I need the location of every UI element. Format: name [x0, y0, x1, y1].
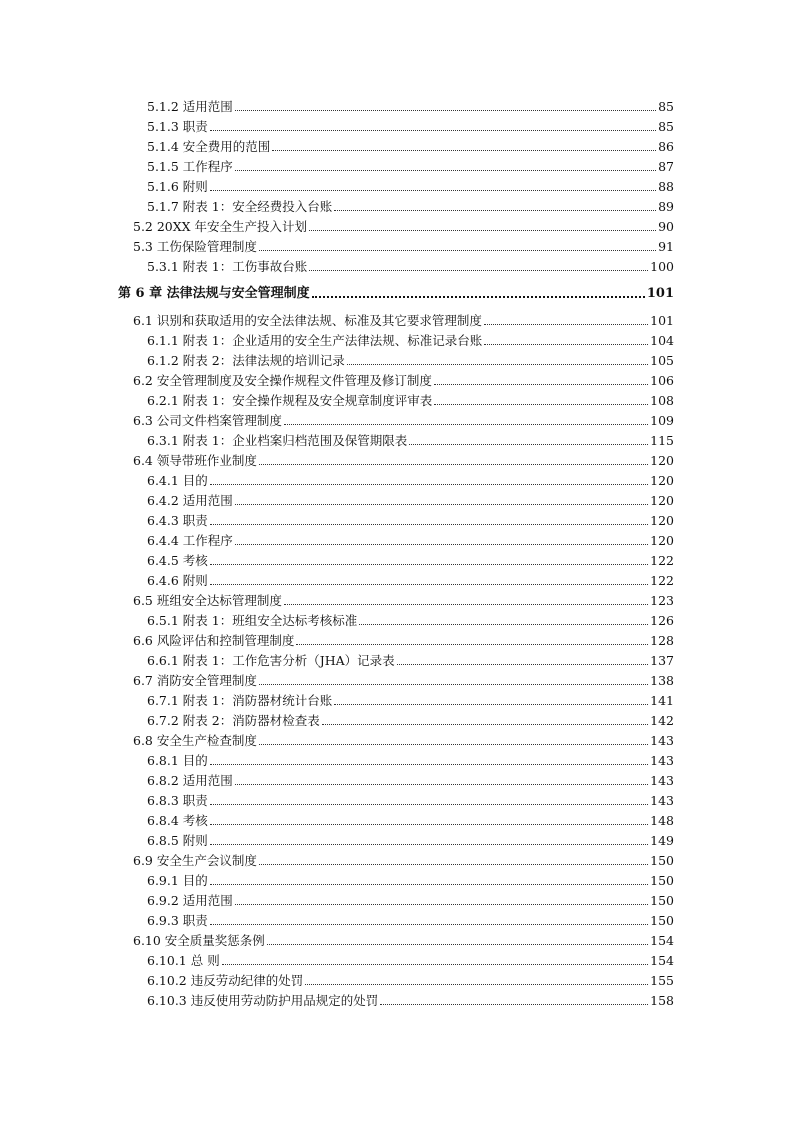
- toc-entry-title: 6.10 安全质量奖惩条例: [133, 933, 265, 948]
- dot-leader: [347, 363, 648, 365]
- toc-entry-title: 6.10.1 总 则: [147, 953, 220, 968]
- dot-leader: [259, 249, 656, 251]
- toc-entry-title: 6.6 风险评估和控制管理制度: [133, 633, 295, 648]
- toc-entry-title: 6.3 公司文件档案管理制度: [133, 413, 282, 428]
- toc-entry-title: 5.1.2 适用范围: [147, 99, 233, 114]
- toc-entry-page-number: 101: [650, 313, 674, 328]
- dot-leader: [259, 463, 648, 465]
- dot-leader: [334, 209, 656, 211]
- toc-entry-title: 6.7 消防安全管理制度: [133, 673, 257, 688]
- toc-entry-title: 6.4.2 适用范围: [147, 493, 233, 508]
- toc-entry[interactable]: [147, 95, 674, 115]
- toc-entry-title: 6.8.5 附则: [147, 833, 208, 848]
- dot-leader: [210, 883, 648, 885]
- toc-entry[interactable]: [147, 649, 674, 669]
- toc-entry[interactable]: [147, 529, 674, 549]
- toc-entry[interactable]: [133, 589, 674, 609]
- toc-entry[interactable]: [147, 135, 674, 155]
- dot-leader: [434, 403, 648, 405]
- dot-leader: [296, 643, 648, 645]
- toc-entry-title: 6.1.1 附表 1：企业适用的安全生产法律法规、标准记录台账: [147, 333, 483, 348]
- toc-entry-page-number: 91: [658, 239, 674, 254]
- toc-entry-page-number: 149: [650, 833, 674, 848]
- toc-entry[interactable]: [147, 829, 674, 849]
- dot-leader: [222, 963, 648, 965]
- dot-leader: [322, 723, 648, 725]
- toc-entry-title: 5.1.6 附则: [147, 179, 208, 194]
- dot-leader: [259, 743, 648, 745]
- toc-entry-page-number: 154: [650, 933, 674, 948]
- toc-entry-page-number: 108: [650, 393, 674, 408]
- dot-leader: [259, 863, 648, 865]
- toc-entry[interactable]: [133, 729, 674, 749]
- toc-entry-title: 6.9.3 职责: [147, 913, 208, 928]
- toc-entry-page-number: 120: [650, 493, 674, 508]
- toc-entry-title: 6.8.4 考核: [147, 813, 208, 828]
- toc-entry-page-number: 126: [650, 613, 674, 628]
- toc-entry-page-number: 137: [650, 653, 674, 668]
- toc-entry[interactable]: [147, 509, 674, 529]
- toc-entry[interactable]: [147, 255, 674, 275]
- toc-entry[interactable]: [147, 969, 674, 989]
- toc-entry-title: 5.1.5 工作程序: [147, 159, 233, 174]
- toc-entry-page-number: 148: [650, 813, 674, 828]
- toc-entry-page-number: 141: [650, 693, 674, 708]
- dot-leader: [210, 763, 648, 765]
- toc-entry-title: 5.1.3 职责: [147, 119, 208, 134]
- toc-entry[interactable]: [147, 549, 674, 569]
- toc-entry-title: 6.2.1 附表 1：安全操作规程及安全规章制度评审表: [147, 393, 433, 408]
- toc-entry[interactable]: [133, 369, 674, 389]
- toc-entry-title: 6.5 班组安全达标管理制度: [133, 593, 282, 608]
- dot-leader: [235, 503, 648, 505]
- toc-entry-page-number: 122: [650, 553, 674, 568]
- toc-entry-page-number: 120: [650, 473, 674, 488]
- toc-entry[interactable]: [147, 889, 674, 909]
- dot-leader: [380, 1003, 648, 1005]
- toc-entry-title: 6.3.1 附表 1：企业档案归档范围及保管期限表: [147, 433, 408, 448]
- toc-entry-page-number: 150: [650, 913, 674, 928]
- toc-entry-title: 5.3.1 附表 1：工伤事故台账: [147, 259, 308, 274]
- toc-entry[interactable]: [147, 689, 674, 709]
- toc-entry-page-number: 88: [658, 179, 674, 194]
- dot-leader: [309, 269, 648, 271]
- toc-entry[interactable]: [147, 469, 674, 489]
- toc-entry[interactable]: [147, 749, 674, 769]
- toc-chapter-entry[interactable]: [118, 282, 674, 302]
- dot-leader: [210, 129, 656, 131]
- toc-entry-title: 6.8 安全生产检查制度: [133, 733, 257, 748]
- dot-leader: [210, 803, 648, 805]
- toc-entry[interactable]: [133, 409, 674, 429]
- toc-entry-title: 第 6 章 法律法规与安全管理制度: [118, 286, 310, 301]
- toc-entry-title: 6.4.1 目的: [147, 473, 208, 488]
- toc-entry[interactable]: [147, 429, 674, 449]
- toc-entry-page-number: 158: [650, 993, 674, 1008]
- toc-entry[interactable]: [147, 769, 674, 789]
- toc-entry-page-number: 100: [650, 259, 674, 274]
- toc-entry-page-number: 123: [650, 593, 674, 608]
- toc-entry-title: 6.4.5 考核: [147, 553, 208, 568]
- toc-entry-page-number: 122: [650, 573, 674, 588]
- toc-entry[interactable]: [147, 809, 674, 829]
- toc-entry-page-number: 143: [650, 773, 674, 788]
- toc-entry[interactable]: [133, 629, 674, 649]
- toc-entry[interactable]: [147, 389, 674, 409]
- toc-entry-page-number: 90: [658, 219, 674, 234]
- toc-entry-page-number: 128: [650, 633, 674, 648]
- toc-entry[interactable]: [133, 849, 674, 869]
- toc-entry-title: 6.8.3 职责: [147, 793, 208, 808]
- toc-entry-page-number: 120: [650, 513, 674, 528]
- toc-entry-page-number: 89: [658, 199, 674, 214]
- dot-leader: [210, 563, 648, 565]
- dot-leader: [210, 523, 648, 525]
- toc-entry[interactable]: [147, 789, 674, 809]
- toc-entry-page-number: 120: [650, 533, 674, 548]
- toc-entry-title: 5.1.7 附表 1：安全经费投入台账: [147, 199, 333, 214]
- toc-entry-page-number: 120: [650, 453, 674, 468]
- toc-entry-title: 6.5.1 附表 1：班组安全达标考核标准: [147, 613, 358, 628]
- toc-entry-page-number: 143: [650, 733, 674, 748]
- toc-entry[interactable]: [133, 215, 674, 235]
- toc-entry[interactable]: [133, 449, 674, 469]
- dot-leader: [284, 423, 648, 425]
- dot-leader: [235, 109, 656, 111]
- toc-entry-page-number: 143: [650, 793, 674, 808]
- toc-entry[interactable]: [133, 235, 674, 255]
- toc-entry[interactable]: [147, 949, 674, 969]
- toc-entry-title: 6.6.1 附表 1：工作危害分析（JHA）记录表: [147, 653, 395, 668]
- dot-leader: [235, 903, 648, 905]
- toc-entry[interactable]: [147, 195, 674, 215]
- dot-leader: [235, 169, 656, 171]
- toc-entry-title: 6.4.3 职责: [147, 513, 208, 528]
- toc-entry-title: 6.4.4 工作程序: [147, 533, 233, 548]
- toc-entry[interactable]: [133, 929, 674, 949]
- toc-entry-title: 6.1 识别和获取适用的安全法律法规、标准及其它要求管理制度: [133, 313, 482, 328]
- dot-leader: [272, 149, 656, 151]
- toc-entry-page-number: 104: [650, 333, 674, 348]
- dot-leader: [334, 703, 648, 705]
- toc-entry-title: 6.9.1 目的: [147, 873, 208, 888]
- dot-leader: [305, 983, 648, 985]
- toc-entry-title: 6.10.2 违反劳动纪律的处罚: [147, 973, 304, 988]
- toc-entry-page-number: 101: [646, 286, 674, 301]
- dot-leader: [359, 623, 648, 625]
- toc-entry-title: 5.3 工伤保险管理制度: [133, 239, 257, 254]
- toc-entry[interactable]: [147, 329, 674, 349]
- dot-leader: [484, 343, 648, 345]
- toc-entry-title: 6.2 安全管理制度及安全操作规程文件管理及修订制度: [133, 373, 432, 388]
- dot-leader: [309, 229, 656, 231]
- toc-entry-title: 6.10.3 违反使用劳动防护用品规定的处罚: [147, 993, 379, 1008]
- toc-entry[interactable]: [147, 155, 674, 175]
- toc-entry-title: 5.2 20XX 年安全生产投入计划: [133, 219, 308, 234]
- toc-entry-page-number: 87: [658, 159, 674, 174]
- toc-entry-page-number: 142: [650, 713, 674, 728]
- dot-leader: [210, 483, 648, 485]
- toc-entry[interactable]: [147, 569, 674, 589]
- toc-entry-page-number: 154: [650, 953, 674, 968]
- toc-entry[interactable]: [133, 309, 674, 329]
- toc-entry-title: 5.1.4 安全费用的范围: [147, 139, 271, 154]
- toc-entry-page-number: 155: [650, 973, 674, 988]
- toc-entry-page-number: 106: [650, 373, 674, 388]
- toc-entry-title: 6.9.2 适用范围: [147, 893, 233, 908]
- dot-leader: [210, 189, 656, 191]
- toc-entry[interactable]: [147, 609, 674, 629]
- dot-leader: [434, 383, 648, 385]
- toc-entry-page-number: 150: [650, 853, 674, 868]
- dot-leader: [235, 783, 648, 785]
- toc-entry-page-number: 143: [650, 753, 674, 768]
- toc-entry-page-number: 85: [658, 119, 674, 134]
- toc-entry[interactable]: [147, 175, 674, 195]
- toc-entry-title: 6.7.1 附表 1：消防器材统计台账: [147, 693, 333, 708]
- toc-entry-page-number: 105: [650, 353, 674, 368]
- toc-entry[interactable]: [147, 709, 674, 729]
- toc-entry-title: 6.1.2 附表 2：法律法规的培训记录: [147, 353, 345, 368]
- toc-entry-page-number: 150: [650, 873, 674, 888]
- toc-entry-page-number: 138: [650, 673, 674, 688]
- toc-entry-page-number: 85: [658, 99, 674, 114]
- dot-leader: [267, 943, 648, 945]
- toc-entry-title: 6.7.2 附表 2：消防器材检查表: [147, 713, 320, 728]
- toc-entry-title: 6.4 领导带班作业制度: [133, 453, 257, 468]
- toc-entry[interactable]: [147, 989, 674, 1009]
- dot-leader: [259, 683, 648, 685]
- toc-entry-title: 6.8.2 适用范围: [147, 773, 233, 788]
- dot-leader: [409, 443, 648, 445]
- toc-entry[interactable]: [147, 349, 674, 369]
- toc-entry[interactable]: [147, 909, 674, 929]
- toc-entry-title: 6.9 安全生产会议制度: [133, 853, 257, 868]
- toc-entry[interactable]: [133, 669, 674, 689]
- dot-leader: [210, 823, 648, 825]
- dot-leader: [284, 603, 648, 605]
- toc-entry-page-number: 86: [658, 139, 674, 154]
- dot-leader: [210, 923, 648, 925]
- toc-entry-title: 6.8.1 目的: [147, 753, 208, 768]
- toc-entry-page-number: 115: [650, 433, 674, 448]
- dot-leader: [235, 543, 648, 545]
- toc-entry[interactable]: [147, 869, 674, 889]
- toc-entry-page-number: 109: [650, 413, 674, 428]
- dot-leader: [210, 843, 648, 845]
- toc-entry-page-number: 150: [650, 893, 674, 908]
- dot-leader: [210, 583, 648, 585]
- toc-entry-title: 6.4.6 附则: [147, 573, 208, 588]
- toc-entry[interactable]: [147, 489, 674, 509]
- dot-leader: [397, 663, 648, 665]
- dot-leader: [312, 295, 645, 298]
- dot-leader: [484, 323, 648, 325]
- toc-entry[interactable]: [147, 115, 674, 135]
